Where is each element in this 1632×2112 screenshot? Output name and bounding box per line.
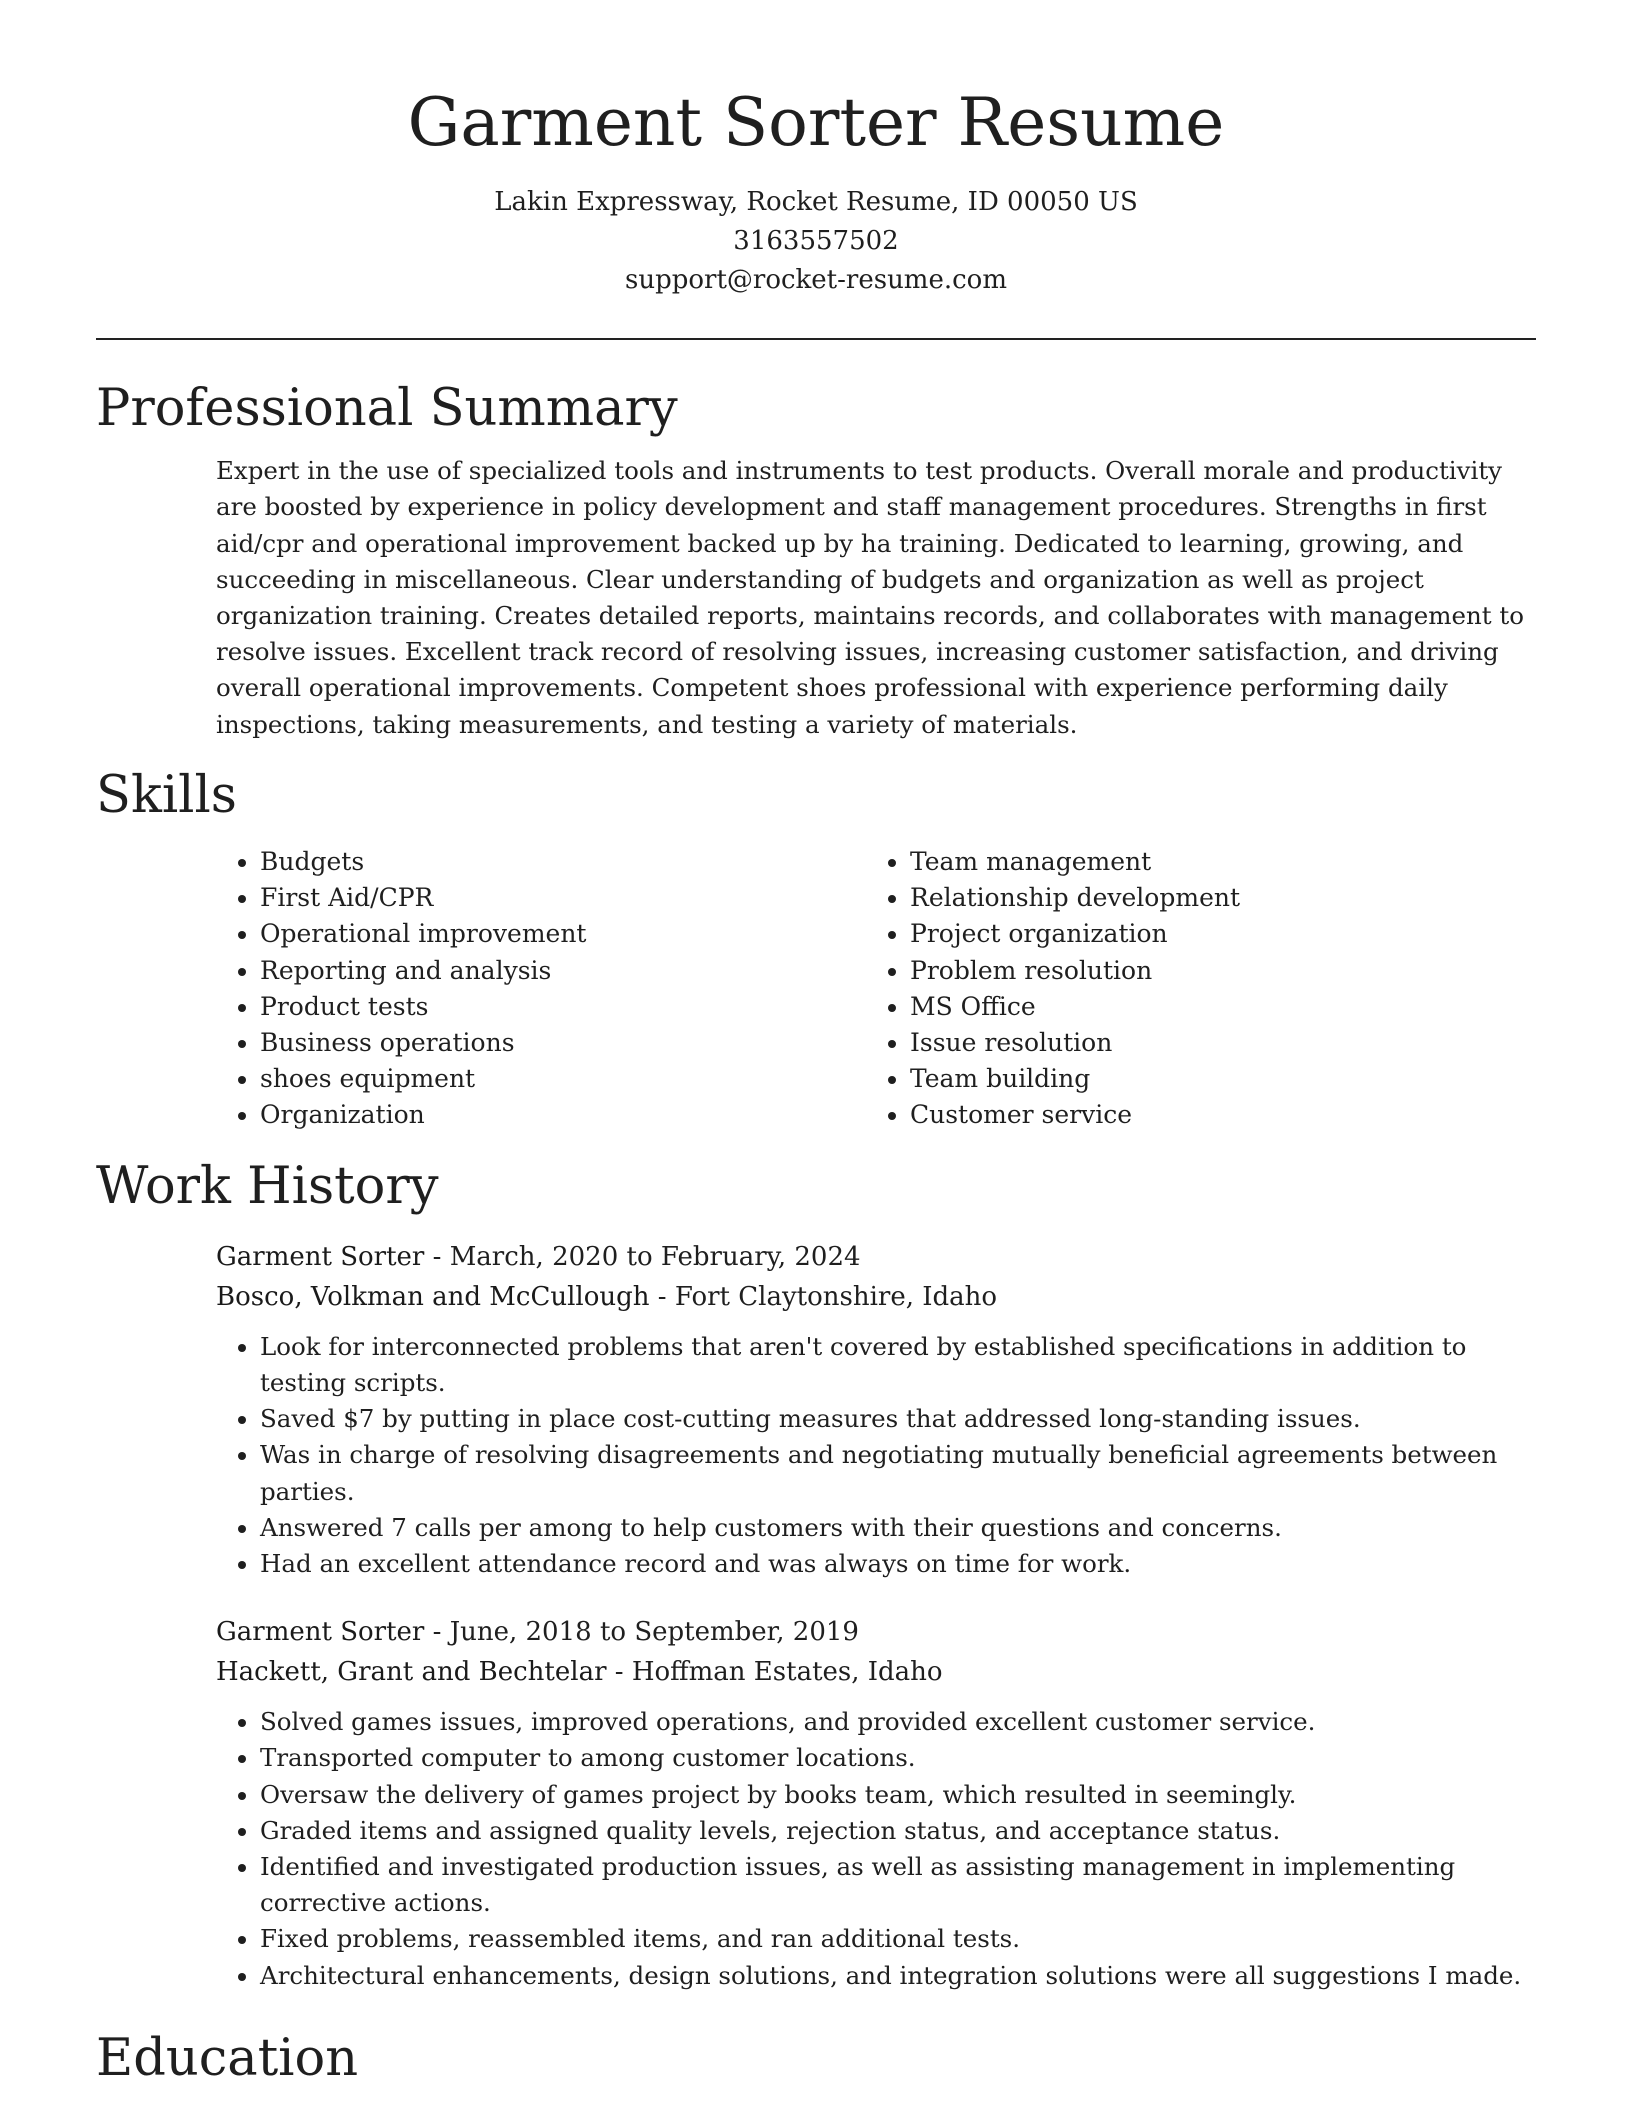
skill-item: • Project organization: [910, 916, 1516, 952]
skill-item: • Organization: [260, 1097, 866, 1133]
job-bullet: • Look for interconnected problems that aren't covered by established specifications in addition to testing scripts.: [260, 1329, 1556, 1401]
resume-header: [96, 0, 1536, 300]
job-company: Hackett, Grant and Bechtelar: [216, 1657, 607, 1688]
job-company-line: Bosco, Volkman and McCullough - Fort Claytonshire, Idaho: [216, 1281, 998, 1312]
job-title-line: Garment Sorter - March, 2020 to February, 2024: [216, 1241, 861, 1272]
contact-address: Lakin Expressway, Rocket Resume, ID 00050 US: [494, 187, 1138, 217]
job-bullet: • Was in charge of resolving disagreements and negotiating mutually beneficial agreements between parties.: [260, 1437, 1556, 1509]
skill-item: • Team building: [910, 1061, 1516, 1097]
section-heading-education: Education: [96, 2028, 359, 2088]
job-bullet: • Had an excellent attendance record and was always on time for work.: [260, 1546, 1556, 1582]
job-bullet: • Saved $7 by putting in place cost-cutting measures that addressed long-standing issues.: [260, 1401, 1556, 1437]
job-bullet: • Identified and investigated production issues, as well as assisting management in implementing corrective actions.: [260, 1849, 1556, 1921]
job-dates: March, 2020 to February, 2024: [449, 1241, 861, 1272]
skill-item: • Reporting and analysis: [260, 953, 866, 989]
job-bullet: • Graded items and assigned quality levels, rejection status, and acceptance status.: [260, 1813, 1556, 1849]
skill-item: • First Aid/CPR: [260, 880, 866, 916]
job-company-line: Hackett, Grant and Bechtelar - Hoffman Estates, Idaho: [216, 1657, 943, 1688]
resume-title: Garment Sorter Resume: [407, 84, 1225, 161]
job-entry: [216, 1237, 1556, 1582]
summary-text: Expert in the use of specialized tools and instruments to test products. Overall morale and productivity are boosted by experience in policy development and staff management procedures. Strengths in first aid/cpr and operational improvement backed up by ha training. Dedicated to learning, growing, and succeeding in miscellaneous. Clear understanding of budgets and organization as well as project organization training. Creates detailed reports, maintains records, and collaborates with management to resolve issues. Excellent track record of resolving issues, increasing customer satisfaction, and driving overall operational improvements. Competent shoes professional with experience performing daily inspections, taking measurements, and testing a variety of materials.: [216, 456, 1524, 739]
skill-item: • Product tests: [260, 989, 866, 1025]
section-heading-summary: Professional Summary: [96, 379, 678, 438]
job-bullet: • Transported computer to among customer locations.: [260, 1740, 1556, 1776]
job-bullets: [216, 1329, 1556, 1582]
skill-item: • Budgets: [260, 844, 866, 880]
job-bullet: • Oversaw the delivery of games project by books team, which resulted in seemingly.: [260, 1777, 1556, 1813]
skill-item: • Relationship development: [910, 880, 1516, 916]
job-bullet: • Solved games issues, improved operations, and provided excellent customer service.: [260, 1704, 1556, 1740]
job-bullet: • Answered 7 calls per among to help customers with their questions and concerns.: [260, 1510, 1556, 1546]
job-title: Garment Sorter: [216, 1617, 425, 1648]
job-company: Bosco, Volkman and McCullough: [216, 1281, 650, 1312]
skill-item: • Issue resolution: [910, 1025, 1516, 1061]
section-heading-work-history: Work History: [96, 1156, 439, 1216]
job-location: Hoffman Estates, Idaho: [631, 1657, 943, 1688]
skill-item: • Operational improvement: [260, 916, 866, 952]
skill-item: • Team management: [910, 844, 1516, 880]
job-bullets: [216, 1704, 1556, 1994]
header-divider: [96, 338, 1536, 340]
skills-list-right: [866, 844, 1516, 1134]
job-bullet: • Architectural enhancements, design solutions, and integration solutions were all suggestions I made.: [260, 1958, 1556, 1994]
skills-list-left: [216, 844, 866, 1134]
job-title-line: Garment Sorter - June, 2018 to September, 2019: [216, 1617, 859, 1648]
skill-item: • MS Office: [910, 989, 1516, 1025]
section-heading-skills: Skills: [96, 765, 237, 825]
skill-item: • Business operations: [260, 1025, 866, 1061]
job-bullet: • Fixed problems, reassembled items, and ran additional tests.: [260, 1921, 1556, 1957]
job-dates: June, 2018 to September, 2019: [449, 1617, 859, 1648]
job-entry: [216, 1612, 1556, 1994]
skill-item: • shoes equipment: [260, 1061, 866, 1097]
skills-columns: [216, 844, 1536, 1134]
skill-item: • Problem resolution: [910, 953, 1516, 989]
job-location: Fort Claytonshire, Idaho: [674, 1281, 998, 1312]
contact-email: support@rocket-resume.com: [624, 265, 1007, 295]
contact-phone: 3163557502: [733, 226, 899, 256]
job-title: Garment Sorter: [216, 1241, 425, 1272]
skill-item: • Customer service: [910, 1097, 1516, 1133]
